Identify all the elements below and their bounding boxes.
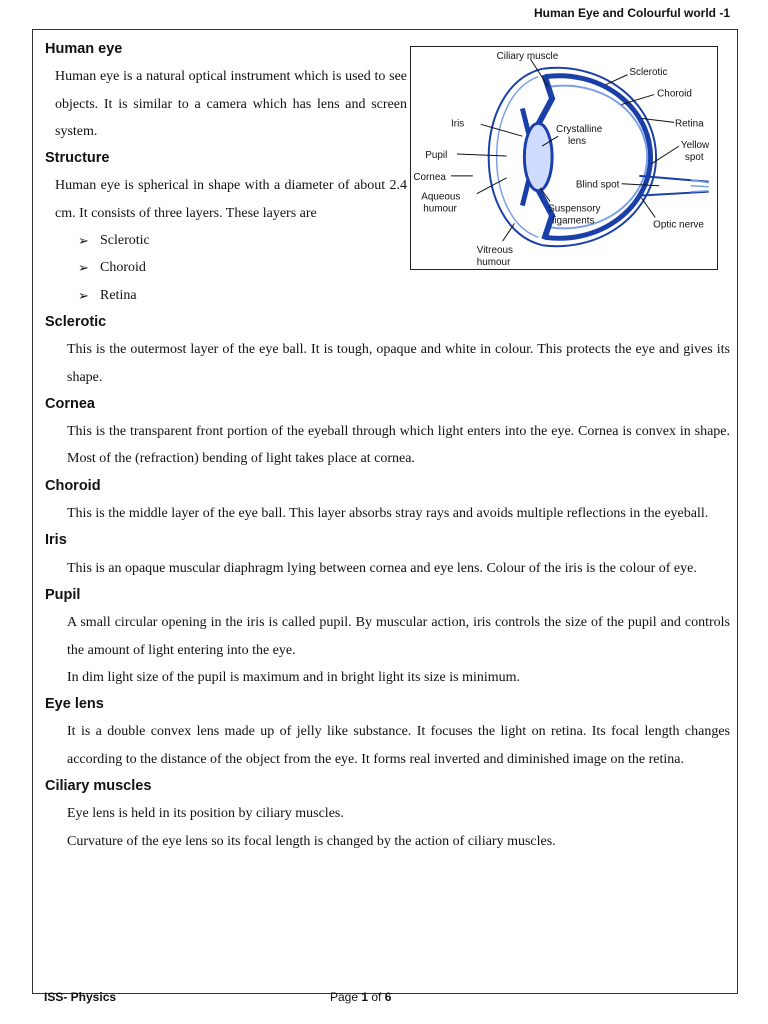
label-choroid: Choroid	[657, 88, 692, 100]
section-heading: Pupil	[45, 586, 81, 603]
label-suspensory: Suspensory	[548, 203, 601, 215]
list-item: ➢ Choroid	[78, 254, 730, 281]
label-aqueous-humour: humour	[423, 203, 457, 215]
section-paragraph: Eye lens is held in its position by ciliary muscles.	[67, 806, 344, 822]
label-sclerotic: Sclerotic	[629, 66, 668, 78]
optic-fibers-shape	[691, 180, 709, 192]
intro-paragraph: Human eye is a natural optical instrument which is used to see objects. It is similar to a camera which has lens and screen system.	[55, 69, 407, 139]
running-header: Human Eye and Colourful world -1	[533, 6, 730, 20]
section-paragraph: In dim light size of the pupil is maximum and in bright light its size is minimum.	[67, 669, 521, 685]
label-ligaments: ligaments	[552, 215, 595, 227]
section-paragraph: A small circular opening in the iris is called pupil. By muscular action, iris controls the size of the pupil and controls the amount of light entering into the eye.	[67, 615, 730, 658]
label-cornea: Cornea	[413, 171, 446, 183]
label-optic-nerve: Optic nerve	[653, 219, 704, 231]
section-paragraph: Curvature of the eye lens so its focal length is changed by the action of ciliary muscles.	[67, 833, 556, 849]
section-paragraph: This is an opaque muscular diaphragm lying between cornea and eye lens. Colour of the iris is the colour of eye.	[67, 560, 697, 576]
structure-paragraph: Human eye is spherical in shape with a diameter of about 2.4 cm. It consists of three layers. These layers are	[55, 178, 407, 221]
section-paragraph: It is a double convex lens made up of jelly like substance. It focuses the light on retina. Its focal length changes according to the distance of the object from the eye. It forms real inverted and diminished image on the retina.	[67, 724, 730, 767]
section-heading: Ciliary muscles	[45, 778, 152, 795]
eye-diagram	[410, 46, 718, 270]
section-heading: Cornea	[45, 395, 95, 412]
label-iris: Iris	[451, 118, 465, 130]
sections-container	[45, 309, 730, 855]
section-heading: Choroid	[45, 477, 101, 494]
section-paragraph: This is the outermost layer of the eye ball. It is tough, opaque and white in colour. This protects the eye and gives its shape.	[67, 342, 730, 385]
heading-structure: Structure	[45, 150, 110, 167]
section-heading: Eye lens	[45, 696, 104, 713]
section-paragraph: This is the transparent front portion of the eyeball through which light enters into the eye. Cornea is convex in shape. Most of the (refraction) bending of light takes place at cornea.	[67, 424, 730, 467]
footer-page-number: Page 1 of 6	[330, 990, 392, 1004]
section-heading: Sclerotic	[45, 313, 107, 330]
label-blind-spot: Blind spot	[575, 179, 620, 191]
label-crystalline: Crystalline	[556, 124, 603, 136]
label-vitreous-humour: humour	[476, 257, 511, 269]
list-item: ➢ Sclerotic	[78, 227, 730, 254]
list-item: ➢ Retina	[78, 282, 730, 309]
label-ciliary-muscle: Ciliary muscle	[496, 50, 559, 62]
label-spot: spot	[684, 151, 704, 163]
lens-shape	[524, 123, 552, 190]
section-heading: Iris	[45, 532, 67, 549]
footer-subject: ISS- Physics	[44, 990, 117, 1004]
eye-diagram-svg	[411, 47, 717, 269]
heading-human-eye: Human eye	[45, 41, 123, 57]
label-pupil: Pupil	[425, 150, 448, 161]
label-aqueous: Aqueous	[421, 191, 461, 203]
label-vitreous: Vitreous	[476, 245, 513, 257]
label-yellow: Yellow	[680, 140, 710, 152]
label-lens: lens	[567, 136, 587, 148]
label-retina: Retina	[675, 118, 704, 130]
section-paragraph: This is the middle layer of the eye ball. This layer absorbs stray rays and avoids multiple reflections in the eyeball.	[67, 506, 709, 522]
